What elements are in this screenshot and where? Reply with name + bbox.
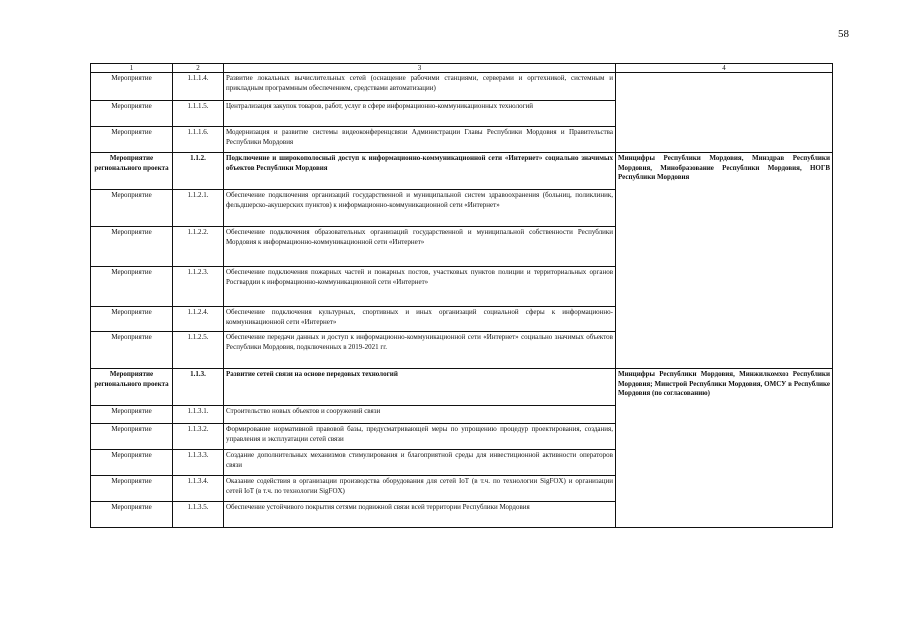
row-description: Подключение и широкополосный доступ к информационно-коммуникационной сети «Интернет» социально значимых объектов Республики Мордовия xyxy=(224,153,616,190)
row-description: Создание дополнительных механизмов стимулирования и благоприятной среды для инвестиционной активности операторов связи xyxy=(224,450,616,476)
row-type: Мероприятие xyxy=(91,307,173,332)
row-type: Мероприятие xyxy=(91,502,173,528)
header-col-3: 3 xyxy=(224,64,616,73)
header-col-4: 4 xyxy=(616,64,833,73)
row-type: Мероприятие xyxy=(91,406,173,424)
row-description: Развитие сетей связи на основе передовых технологий xyxy=(224,369,616,406)
row-description: Формирование нормативной правовой базы, предусматривающей меры по упрощению процедур проектирования, создания, управления и эксплуатации сетей связи xyxy=(224,424,616,450)
row-code: 1.1.3.2. xyxy=(173,424,224,450)
row-type: Мероприятие регионального проекта xyxy=(91,369,173,406)
row-code: 1.1.3.3. xyxy=(173,450,224,476)
row-type: Мероприятие xyxy=(91,127,173,153)
row-description: Строительство новых объектов и сооружений связи xyxy=(224,406,616,424)
row-code: 1.1.3.4. xyxy=(173,476,224,502)
row-code: 1.1.2. xyxy=(173,153,224,190)
executor-cell-empty xyxy=(616,73,833,153)
row-type: Мероприятие регионального проекта xyxy=(91,153,173,190)
row-description: Централизация закупок товаров, работ, услуг в сфере информационно-коммуникационных технологий xyxy=(224,101,616,127)
row-type: Мероприятие xyxy=(91,332,173,369)
row-code: 1.1.3. xyxy=(173,369,224,406)
row-code: 1.1.2.2. xyxy=(173,227,224,267)
row-type: Мероприятие xyxy=(91,267,173,307)
executors-group-2: Минцифры Республики Мордовия, Минздрав Республики Мордовия, Минобразование Республики Мордовия, НОГВ Республики Мордовия xyxy=(616,153,833,369)
row-description: Обеспечение подключения организаций государственной и муниципальной систем здравоохранения (больниц, поликлиник, фельдшерско-акушерских пунктов) к информационно-коммуникационной сети «Интернет» xyxy=(224,190,616,227)
row-description: Модернизация и развитие системы видеоконференцсвязи Администрации Главы Республики Мордовия и Правительства Республики Мордовия xyxy=(224,127,616,153)
page-number: 58 xyxy=(838,28,849,40)
measures-table xyxy=(90,63,833,528)
row-code: 1.1.1.5. xyxy=(173,101,224,127)
header-col-2: 2 xyxy=(173,64,224,73)
row-type: Мероприятие xyxy=(91,227,173,267)
table-row xyxy=(91,73,833,101)
row-type: Мероприятие xyxy=(91,101,173,127)
row-type: Мероприятие xyxy=(91,73,173,101)
executors-group-3: Минцифры Республики Мордовия, Минжилкомхоз Республики Мордовия; Минстрой Республики Мордовия, ОМСУ в Республике Мордовия (по согласованию) xyxy=(616,369,833,528)
row-code: 1.1.2.4. xyxy=(173,307,224,332)
row-code: 1.1.3.5. xyxy=(173,502,224,528)
row-code: 1.1.3.1. xyxy=(173,406,224,424)
row-type: Мероприятие xyxy=(91,190,173,227)
row-description: Оказание содействия в организации производства оборудования для сетей IoT (в т.ч. по технологии SigFOX) и организации сетей IoT (в т.ч. по технологии SigFOX) xyxy=(224,476,616,502)
row-code: 1.1.1.4. xyxy=(173,73,224,101)
row-description: Развитие локальных вычислительных сетей (оснащение рабочими станциями, серверами и оргтехникой, системным и прикладным программным обеспечением, средствами автоматизации) xyxy=(224,73,616,101)
header-col-1: 1 xyxy=(91,64,173,73)
row-description: Обеспечение устойчивого покрытия сетями подвижной связи всей территории Республики Мордовия xyxy=(224,502,616,528)
row-code: 1.1.1.6. xyxy=(173,127,224,153)
table-row-regional-project xyxy=(91,369,833,406)
row-description: Обеспечение подключения пожарных частей и пожарных постов, участковых пунктов полиции и территориальных органов Росгвардии к информационно-коммуникационной сети «Интернет» xyxy=(224,267,616,307)
row-type: Мероприятие xyxy=(91,450,173,476)
table-row-regional-project xyxy=(91,153,833,190)
row-code: 1.1.2.5. xyxy=(173,332,224,369)
row-description: Обеспечение подключения образовательных организаций государственной и муниципальной собственности Республики Мордовия к информационно-коммуникационной сети «Интернет» xyxy=(224,227,616,267)
row-type: Мероприятие xyxy=(91,476,173,502)
table-header-row xyxy=(91,64,833,73)
row-type: Мероприятие xyxy=(91,424,173,450)
row-code: 1.1.2.3. xyxy=(173,267,224,307)
row-description: Обеспечение подключения культурных, спортивных и иных организаций социальной сферы к информационно-коммуникационной сети «Интернет» xyxy=(224,307,616,332)
row-code: 1.1.2.1. xyxy=(173,190,224,227)
row-description: Обеспечение передачи данных и доступ к информационно-коммуникационной сети «Интернет» социально значимых объектов Республики Мордовия, подключенных в 2019-2021 гг. xyxy=(224,332,616,369)
